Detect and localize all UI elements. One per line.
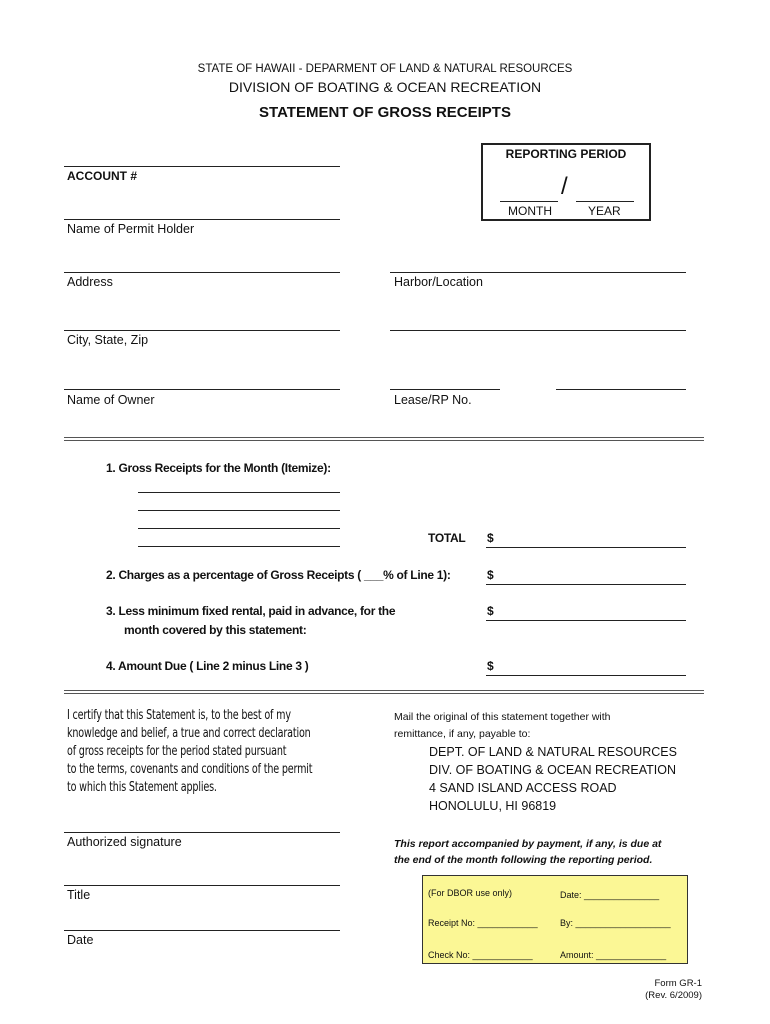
total-label: TOTAL	[428, 531, 466, 545]
divider-2-bottom	[64, 693, 704, 694]
mail-address-4: HONOLULU, HI 96819	[429, 799, 557, 813]
office-date-field: Date: _______________	[560, 890, 660, 900]
itemize-line-1[interactable]	[138, 492, 340, 493]
line-2-label: 2. Charges as a percentage of Gross Receipts ( ___% of Line 1):	[106, 568, 451, 582]
itemize-line-3[interactable]	[138, 528, 340, 529]
mail-address-1: DEPT. OF LAND & NATURAL RESOURCES	[429, 745, 677, 759]
permit-holder-line[interactable]	[64, 219, 340, 220]
title-line[interactable]	[64, 885, 340, 886]
certification-text	[67, 707, 312, 797]
office-receipt-field: Receipt No: ____________	[428, 918, 538, 928]
certify-line-2: knowledge and belief, a true and correct declaration	[67, 726, 311, 741]
office-use-label: (For DBOR use only)	[428, 888, 513, 898]
mail-intro-2: remittance, if any, payable to:	[394, 728, 531, 740]
month-input-line[interactable]	[500, 201, 558, 202]
divider-bottom	[64, 440, 704, 441]
harbor-line-2[interactable]	[390, 330, 686, 331]
certify-line-4: to the terms, covenants and conditions of the permit	[67, 762, 313, 777]
line-2-input-line[interactable]	[486, 584, 686, 585]
lease-line-2[interactable]	[556, 389, 686, 390]
line-3-label-a: 3. Less minimum fixed rental, paid in advance, for the	[106, 604, 396, 618]
permit-holder-label: Name of Permit Holder	[67, 222, 195, 236]
divider-2-top	[64, 690, 704, 691]
owner-label: Name of Owner	[67, 393, 155, 407]
form-title: STATEMENT OF GROSS RECEIPTS	[259, 104, 511, 121]
signature-line[interactable]	[64, 832, 340, 833]
office-check-field: Check No: ____________	[428, 950, 533, 960]
lease-label: Lease/RP No.	[394, 393, 472, 407]
office-amount-field: Amount: ______________	[560, 950, 667, 960]
line-3-dollar: $	[487, 604, 494, 618]
total-input-line[interactable]	[486, 547, 686, 548]
due-notice-1: This report accompanied by payment, if any, is due at	[394, 838, 662, 850]
month-label: MONTH	[508, 204, 552, 218]
line-3-label-b: month covered by this statement:	[124, 623, 307, 637]
itemize-line-4[interactable]	[138, 546, 340, 547]
due-notice-2: the end of the month following the reporting period.	[394, 854, 653, 866]
certify-line-3: of gross receipts for the period stated pursuant	[67, 744, 287, 759]
mail-address-3: 4 SAND ISLAND ACCESS ROAD	[429, 781, 617, 795]
line-4-label: 4. Amount Due ( Line 2 minus Line 3 )	[106, 659, 309, 673]
year-input-line[interactable]	[576, 201, 634, 202]
signature-label: Authorized signature	[67, 835, 182, 849]
title-label: Title	[67, 888, 91, 902]
city-label: City, State, Zip	[67, 333, 149, 347]
division-header: DIVISION OF BOATING & OCEAN RECREATION	[228, 79, 542, 95]
form-number: Form GR-1	[654, 978, 702, 989]
year-label: YEAR	[588, 204, 621, 218]
mail-address-2: DIV. OF BOATING & OCEAN RECREATION	[429, 763, 677, 777]
harbor-label: Harbor/Location	[394, 275, 483, 289]
date-label: Date	[67, 933, 94, 947]
mail-intro-1: Mail the original of this statement together with	[394, 711, 611, 723]
period-separator: /	[561, 173, 568, 200]
reporting-period-label: REPORTING PERIOD	[505, 147, 627, 161]
total-dollar: $	[487, 531, 494, 545]
harbor-line[interactable]	[390, 272, 686, 273]
line-1-label: 1. Gross Receipts for the Month (Itemize):	[106, 461, 331, 475]
city-line[interactable]	[64, 330, 340, 331]
date-line[interactable]	[64, 930, 340, 931]
agency-header: STATE OF HAWAII - DEPARMENT OF LAND & NATURAL RESOURCES	[197, 63, 573, 75]
line-3-input-line[interactable]	[486, 620, 686, 621]
account-top-line	[64, 166, 340, 167]
address-line[interactable]	[64, 272, 340, 273]
divider-top	[64, 437, 704, 438]
address-label: Address	[67, 275, 113, 289]
line-4-dollar: $	[487, 659, 494, 673]
owner-line[interactable]	[64, 389, 340, 390]
form-revision: (Rev. 6/2009)	[645, 990, 702, 1001]
certify-line-1: I certify that this Statement is, to the best of my	[67, 708, 291, 723]
line-2-dollar: $	[487, 568, 494, 582]
account-label: ACCOUNT #	[67, 169, 138, 183]
line-4-input-line[interactable]	[486, 675, 686, 676]
itemize-line-2[interactable]	[138, 510, 340, 511]
office-by-field: By: ___________________	[560, 918, 671, 928]
certify-line-5: to which this Statement applies.	[67, 780, 217, 795]
lease-line[interactable]	[390, 389, 500, 390]
